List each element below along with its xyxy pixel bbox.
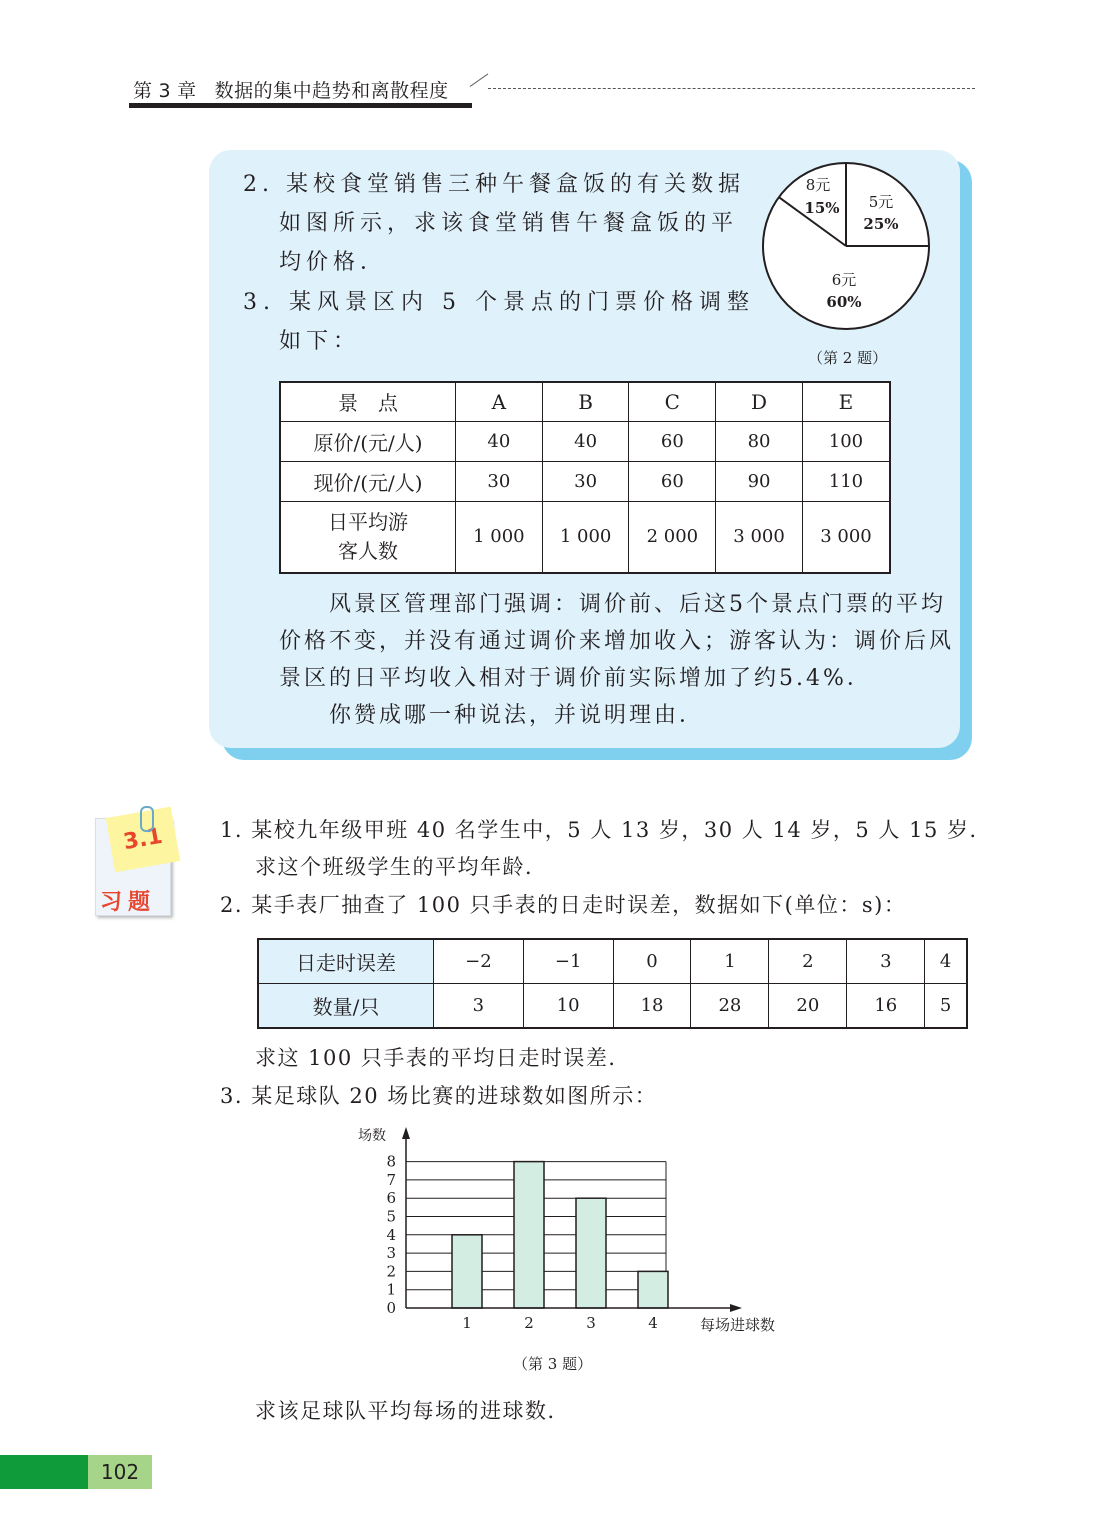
table-header-cell: C xyxy=(629,382,716,421)
e1-line2: 求这个班级学生的平均年龄． xyxy=(255,855,548,879)
y-tick-label: 2 xyxy=(386,1262,396,1281)
y-tick-label: 4 xyxy=(386,1225,396,1244)
table-row xyxy=(280,382,890,421)
chapter-number: 3 xyxy=(158,80,172,102)
table-cell: 80 xyxy=(716,421,803,461)
table-header-cell: 景 点 xyxy=(280,382,456,421)
bar xyxy=(638,1271,668,1308)
x-axis-label: 每场进球数 xyxy=(700,1316,776,1334)
q3-line1: 某风景区内 5 个景点的门票价格调整 xyxy=(289,290,755,315)
box-para3: 景区的日平均收入相对于调价前实际增加了约5.4%． xyxy=(279,666,872,691)
paperclip-icon xyxy=(140,806,154,832)
y-tick-label: 3 xyxy=(386,1244,396,1263)
box-para4: 你赞成哪一种说法，并说明理由． xyxy=(329,703,705,728)
table-cell: 1 000 xyxy=(456,501,543,573)
x-axis-arrow xyxy=(730,1304,742,1312)
page-number: 102 xyxy=(88,1455,152,1489)
exercise-2 xyxy=(220,887,906,924)
header-slash xyxy=(470,73,489,86)
table-header-cell: B xyxy=(542,382,629,421)
row-label: 现价/(元/人) xyxy=(280,461,456,501)
q2-line3: 均价格． xyxy=(279,250,388,275)
pie-slice-label: 5元 xyxy=(868,193,894,211)
y-tick-label: 6 xyxy=(386,1189,396,1208)
table-header-cell: E xyxy=(802,382,890,421)
table-cell: 18 xyxy=(613,984,691,1029)
table-header-cell: D xyxy=(716,382,803,421)
table-row xyxy=(280,501,890,573)
pie-slice-label: 6元 xyxy=(831,271,857,289)
table-cell: 20 xyxy=(769,984,847,1029)
table-cell: 1 xyxy=(691,939,769,984)
e3-after: 求该足球队平均每场的进球数． xyxy=(255,1399,570,1423)
y-axis-label: 场数 xyxy=(358,1128,386,1144)
x-tick-label: 4 xyxy=(648,1314,658,1332)
box-q3 xyxy=(243,283,755,323)
pie-slice-percent: 25% xyxy=(863,215,899,233)
x-tick-label: 1 xyxy=(462,1314,472,1332)
q3-number: 3. xyxy=(243,290,276,315)
bar xyxy=(452,1235,482,1308)
y-tick-label: 1 xyxy=(386,1280,396,1299)
chapter-title: 数据的集中趋势和离散程度 xyxy=(214,80,449,102)
box-q2 xyxy=(243,165,745,205)
chapter-prefix: 第 xyxy=(133,80,153,102)
table-cell: 3 000 xyxy=(716,501,803,573)
badge-label: 习题 xyxy=(100,890,157,915)
e3-line1: 某足球队 20 场比赛的进球数如图所示： xyxy=(251,1084,658,1108)
exercise-1 xyxy=(220,812,992,849)
exercise-3 xyxy=(220,1078,657,1115)
header-underline xyxy=(129,103,472,108)
box-para1: 风景区管理部门强调：调价前、后这5个景点门票的平均 xyxy=(329,592,946,617)
x-tick-label: 2 xyxy=(524,1314,534,1332)
table-cell: 2 xyxy=(769,939,847,984)
y-tick-label: 8 xyxy=(386,1152,396,1171)
table-cell: 60 xyxy=(629,421,716,461)
header-dashed-rule xyxy=(488,88,975,89)
e1-number: 1. xyxy=(220,818,244,842)
table-cell: 2 000 xyxy=(629,501,716,573)
y-tick-label: 5 xyxy=(386,1207,396,1226)
row-label: 原价/(元/人) xyxy=(280,421,456,461)
page-number-bar xyxy=(0,1455,88,1489)
table-cell: 4 xyxy=(925,939,967,984)
q2-line1: 某校食堂销售三种午餐盒饭的有关数据 xyxy=(286,172,746,197)
row-label xyxy=(280,501,456,573)
table-cell: 0 xyxy=(613,939,691,984)
bar xyxy=(514,1162,544,1308)
row-label-line: 客人数 xyxy=(338,538,398,563)
bar xyxy=(576,1198,606,1308)
chapter-header xyxy=(133,76,449,103)
table-cell: 1 000 xyxy=(542,501,629,573)
e1-line1: 某校九年级甲班 40 名学生中，5 人 13 岁，30 人 14 岁，5 人 15 岁． xyxy=(251,818,992,842)
y-axis-arrow xyxy=(402,1127,410,1139)
ticket-price-table xyxy=(279,381,891,574)
table-cell: 90 xyxy=(716,461,803,501)
table-cell: 60 xyxy=(629,461,716,501)
pie-slice-percent: 60% xyxy=(826,293,862,311)
table-cell: 3 000 xyxy=(802,501,890,573)
table-row xyxy=(258,984,967,1029)
e3-number: 3. xyxy=(220,1084,244,1108)
watch-error-table xyxy=(257,938,968,1029)
table-cell: 30 xyxy=(456,461,543,501)
box-para2: 价格不变，并没有通过调价来增加收入；游客认为：调价后风 xyxy=(279,629,955,654)
table-cell: 30 xyxy=(542,461,629,501)
badge-number: 3.1 xyxy=(106,807,181,873)
row-label: 日走时误差 xyxy=(258,939,434,984)
e2-after: 求这 100 只手表的平均日走时误差． xyxy=(255,1046,631,1070)
y-tick-label: 0 xyxy=(386,1299,396,1317)
table-cell: −2 xyxy=(434,939,524,984)
table-cell: 3 xyxy=(847,939,925,984)
pie-slice-percent: 15% xyxy=(804,199,840,217)
row-label: 数量/只 xyxy=(258,984,434,1029)
x-tick-label: 3 xyxy=(586,1314,596,1332)
q2-number: 2. xyxy=(243,172,274,197)
q3-line2: 如下： xyxy=(279,329,361,354)
pie-chart xyxy=(755,158,940,338)
row-label-line: 日平均游 xyxy=(328,509,408,534)
chapter-suffix: 章 xyxy=(177,80,197,102)
table-row xyxy=(258,939,967,984)
table-row xyxy=(280,461,890,501)
goals-bar-chart xyxy=(350,1125,776,1335)
table-cell: 3 xyxy=(434,984,524,1029)
e2-number: 2. xyxy=(220,893,244,917)
e2-line1: 某手表厂抽查了 100 只手表的日走时误差，数据如下(单位：s)： xyxy=(251,893,907,917)
table-cell: 10 xyxy=(523,984,613,1029)
pie-caption: （第 2 题） xyxy=(808,349,888,367)
pie-slice-label: 8元 xyxy=(805,176,831,194)
table-cell: −1 xyxy=(523,939,613,984)
table-cell: 40 xyxy=(542,421,629,461)
table-cell: 16 xyxy=(847,984,925,1029)
bar-chart-caption: （第 3 题） xyxy=(513,1355,593,1373)
q2-line2: 如图所示，求该食堂销售午餐盒饭的平 xyxy=(279,211,739,236)
table-cell: 28 xyxy=(691,984,769,1029)
table-cell: 100 xyxy=(802,421,890,461)
table-cell: 5 xyxy=(925,984,967,1029)
table-header-cell: A xyxy=(456,382,543,421)
table-cell: 40 xyxy=(456,421,543,461)
y-tick-label: 7 xyxy=(386,1170,396,1189)
table-cell: 110 xyxy=(802,461,890,501)
table-row xyxy=(280,421,890,461)
